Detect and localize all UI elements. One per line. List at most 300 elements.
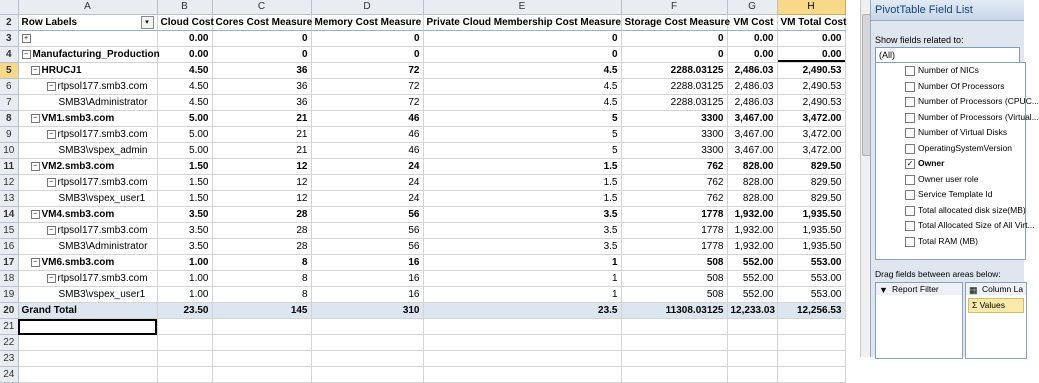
value-cell[interactable]: 21 bbox=[212, 111, 311, 127]
collapse-button[interactable]: − bbox=[31, 162, 40, 171]
grand-total-value[interactable]: 310 bbox=[311, 303, 423, 319]
value-cell[interactable]: 3300 bbox=[621, 127, 727, 143]
value-cell[interactable]: 4.50 bbox=[157, 79, 212, 95]
empty-cell[interactable] bbox=[777, 335, 845, 351]
value-cell[interactable]: 553.00 bbox=[777, 271, 845, 287]
value-cell[interactable]: 0.00 bbox=[727, 47, 777, 63]
field-checkbox[interactable]: ✓ bbox=[906, 159, 914, 168]
row-label-cell[interactable] bbox=[18, 271, 157, 287]
field-label: Service Template Id bbox=[918, 189, 993, 199]
empty-cell[interactable] bbox=[157, 335, 212, 351]
grand-total-label[interactable]: Grand Total bbox=[18, 303, 157, 319]
table-row bbox=[0, 271, 845, 287]
value-cell[interactable]: 0.00 bbox=[777, 47, 845, 63]
value-cell[interactable]: 3300 bbox=[621, 111, 727, 127]
column-header-b[interactable]: B bbox=[157, 0, 212, 15]
row-label-cell[interactable] bbox=[18, 191, 157, 207]
value-cell[interactable]: 1.00 bbox=[157, 287, 212, 303]
empty-cell[interactable] bbox=[212, 335, 311, 351]
value-cell[interactable]: 1.5 bbox=[423, 191, 621, 207]
header-cell[interactable] bbox=[212, 15, 311, 31]
row-number[interactable]: 17 bbox=[0, 255, 18, 271]
report-filter-label: Report Filter bbox=[892, 284, 939, 294]
collapse-button[interactable]: − bbox=[47, 82, 56, 91]
value-cell[interactable]: 828.00 bbox=[727, 175, 777, 191]
column-header-g[interactable]: G bbox=[727, 0, 777, 15]
field-item[interactable] bbox=[876, 172, 1025, 188]
empty-cell[interactable] bbox=[311, 367, 423, 383]
header-cell[interactable] bbox=[777, 15, 845, 31]
value-cell[interactable]: 28 bbox=[212, 239, 311, 255]
value-cell[interactable]: 1778 bbox=[621, 239, 727, 255]
field-checkbox[interactable] bbox=[905, 190, 915, 200]
table-row bbox=[0, 95, 845, 111]
field-item[interactable] bbox=[876, 156, 1025, 172]
column-header-h[interactable]: H bbox=[777, 0, 845, 15]
value-cell[interactable]: 0.00 bbox=[157, 31, 212, 47]
value-cell[interactable]: 5 bbox=[423, 143, 621, 159]
table-row bbox=[0, 159, 845, 175]
row-number[interactable]: 2 bbox=[0, 15, 18, 31]
table-row bbox=[0, 47, 845, 63]
value-cell[interactable]: 2,486.03 bbox=[727, 63, 777, 79]
value-cell[interactable]: 12 bbox=[212, 159, 311, 175]
value-cell[interactable]: 3.50 bbox=[157, 207, 212, 223]
value-cell[interactable]: 762 bbox=[621, 159, 727, 175]
value-cell[interactable]: 1.50 bbox=[157, 159, 212, 175]
value-cell[interactable]: 5.00 bbox=[157, 143, 212, 159]
value-cell[interactable]: 552.00 bbox=[727, 287, 777, 303]
expand-button[interactable]: + bbox=[22, 34, 31, 43]
column-header-e[interactable]: E bbox=[423, 0, 621, 15]
empty-cell[interactable] bbox=[727, 335, 777, 351]
table-row bbox=[0, 239, 845, 255]
value-cell[interactable]: 46 bbox=[311, 111, 423, 127]
column-headers bbox=[0, 0, 845, 15]
value-cell[interactable]: 0 bbox=[423, 47, 621, 63]
collapse-button[interactable]: − bbox=[47, 130, 56, 139]
field-checkbox[interactable] bbox=[905, 128, 915, 138]
table-row bbox=[0, 63, 845, 79]
value-cell[interactable]: 2288.03125 bbox=[621, 95, 727, 111]
value-cell[interactable]: 4.50 bbox=[157, 63, 212, 79]
empty-cell[interactable] bbox=[423, 319, 621, 335]
value-cell[interactable]: 3,472.00 bbox=[777, 143, 845, 159]
value-cell[interactable]: 1,935.50 bbox=[777, 223, 845, 239]
value-cell[interactable]: 3.5 bbox=[423, 207, 621, 223]
row-label-cell[interactable] bbox=[18, 223, 157, 239]
row-number[interactable]: 16 bbox=[0, 239, 18, 255]
row-number[interactable]: 15 bbox=[0, 223, 18, 239]
column-header-a[interactable]: A bbox=[18, 0, 157, 15]
row-label: SMB3\Administrator bbox=[58, 97, 148, 108]
grand-total-value[interactable]: 23.50 bbox=[157, 303, 212, 319]
value-cell[interactable]: 56 bbox=[311, 207, 423, 223]
value-cell[interactable]: 0 bbox=[621, 31, 727, 47]
empty-cell[interactable] bbox=[777, 319, 845, 335]
value-cell[interactable]: 56 bbox=[311, 239, 423, 255]
value-cell[interactable]: 8 bbox=[212, 255, 311, 271]
value-cell[interactable]: 28 bbox=[212, 223, 311, 239]
empty-cell[interactable] bbox=[157, 351, 212, 367]
collapse-button[interactable]: − bbox=[47, 226, 56, 235]
empty-cell[interactable] bbox=[777, 367, 845, 383]
column-header-d[interactable]: D bbox=[311, 0, 423, 15]
header-label: Storage Cost Measure bbox=[624, 17, 731, 28]
value-cell[interactable]: 3,472.00 bbox=[777, 111, 845, 127]
row-label-cell[interactable] bbox=[18, 143, 157, 159]
row-label: VM6.smb3.com bbox=[41, 257, 115, 268]
column-header-c[interactable]: C bbox=[212, 0, 311, 15]
field-areas bbox=[875, 282, 1024, 357]
value-cell[interactable]: 829.50 bbox=[777, 159, 845, 175]
header-cell[interactable] bbox=[621, 15, 731, 31]
row-label: SMB3\vspex_user1 bbox=[58, 193, 146, 204]
collapse-button[interactable]: − bbox=[31, 258, 40, 267]
value-cell[interactable]: 552.00 bbox=[727, 255, 777, 271]
value-cell[interactable]: 829.50 bbox=[777, 175, 845, 191]
value-cell[interactable]: 762 bbox=[621, 191, 727, 207]
row-number[interactable]: 3 bbox=[0, 31, 18, 47]
value-cell[interactable]: 3,467.00 bbox=[727, 143, 777, 159]
value-cell[interactable]: 8 bbox=[212, 287, 311, 303]
value-cell[interactable]: 1.5 bbox=[423, 159, 621, 175]
select-all-corner[interactable] bbox=[0, 0, 18, 15]
value-cell[interactable]: 3,467.00 bbox=[727, 127, 777, 143]
value-cell[interactable]: 1 bbox=[423, 271, 621, 287]
row-number[interactable]: 14 bbox=[0, 207, 18, 223]
field-item[interactable] bbox=[876, 94, 1039, 110]
row-number[interactable]: 21 bbox=[0, 319, 18, 335]
value-cell[interactable]: 508 bbox=[621, 287, 727, 303]
value-cell[interactable]: 5.00 bbox=[157, 111, 212, 127]
empty-cell[interactable] bbox=[18, 351, 157, 367]
field-item[interactable] bbox=[876, 79, 1025, 95]
row-label-cell[interactable] bbox=[18, 175, 157, 191]
empty-cell[interactable] bbox=[727, 319, 777, 335]
row-number[interactable]: 5 bbox=[0, 63, 18, 79]
value-cell[interactable]: 828.00 bbox=[727, 159, 777, 175]
value-cell[interactable]: 21 bbox=[212, 127, 311, 143]
value-cell[interactable]: 3,467.00 bbox=[727, 111, 777, 127]
header-cell[interactable] bbox=[727, 15, 777, 31]
table-row bbox=[0, 223, 845, 239]
row-number[interactable]: 18 bbox=[0, 271, 18, 287]
value-cell[interactable]: 12 bbox=[212, 175, 311, 191]
empty-cell[interactable] bbox=[157, 367, 212, 383]
value-cell[interactable]: 2288.03125 bbox=[621, 63, 727, 79]
value-cell[interactable]: 0.00 bbox=[727, 31, 777, 47]
row-number[interactable]: 19 bbox=[0, 287, 18, 303]
value-cell[interactable]: 1 bbox=[423, 255, 621, 271]
field-label: Number of Processors (CPUC... bbox=[918, 96, 1039, 106]
value-cell[interactable]: 1 bbox=[423, 287, 621, 303]
related-fields-dropdown[interactable]: (All) bbox=[875, 47, 1020, 63]
row-number[interactable]: 23 bbox=[0, 351, 18, 367]
collapse-button[interactable]: − bbox=[47, 178, 56, 187]
header-label: VM Cost bbox=[733, 17, 774, 28]
header-label: Cores Cost Measure bbox=[215, 17, 313, 28]
field-label: Owner bbox=[918, 158, 945, 168]
collapse-button[interactable]: − bbox=[22, 50, 31, 59]
empty-cell[interactable] bbox=[727, 367, 777, 383]
row-label-cell[interactable] bbox=[18, 95, 157, 111]
header-cell[interactable] bbox=[18, 15, 157, 31]
empty-cell[interactable] bbox=[777, 351, 845, 367]
value-cell[interactable]: 2288.03125 bbox=[621, 79, 727, 95]
empty-cell[interactable] bbox=[621, 367, 727, 383]
field-item[interactable] bbox=[876, 141, 1025, 157]
row-number[interactable]: 7 bbox=[0, 95, 18, 111]
value-cell[interactable]: 16 bbox=[311, 255, 423, 271]
value-cell[interactable]: 1,932.00 bbox=[727, 239, 777, 255]
value-cell[interactable]: 4.5 bbox=[423, 63, 621, 79]
empty-cell[interactable] bbox=[311, 351, 423, 367]
table-row bbox=[0, 79, 845, 95]
value-cell[interactable]: 36 bbox=[212, 79, 311, 95]
row-number[interactable]: 13 bbox=[0, 191, 18, 207]
value-cell[interactable]: 24 bbox=[311, 175, 423, 191]
value-cell[interactable]: 2,486.03 bbox=[727, 79, 777, 95]
table-row bbox=[0, 31, 845, 47]
row-label: SMB3\Administrator bbox=[58, 241, 148, 252]
value-cell[interactable]: 508 bbox=[621, 271, 727, 287]
value-cell[interactable]: 0 bbox=[212, 47, 311, 63]
report-filter-area[interactable] bbox=[875, 282, 963, 359]
empty-cell[interactable] bbox=[621, 335, 727, 351]
value-cell[interactable]: 3.5 bbox=[423, 239, 621, 255]
field-item[interactable] bbox=[876, 234, 1025, 250]
row-label-cell[interactable] bbox=[18, 255, 157, 271]
grand-total-value[interactable]: 145 bbox=[212, 303, 311, 319]
value-cell[interactable]: 1778 bbox=[621, 223, 727, 239]
empty-cell[interactable] bbox=[212, 351, 311, 367]
row-label-cell[interactable] bbox=[18, 111, 157, 127]
value-cell[interactable]: 1.50 bbox=[157, 175, 212, 191]
value-cell[interactable]: 0 bbox=[423, 31, 621, 47]
empty-cell[interactable] bbox=[621, 351, 727, 367]
empty-cell[interactable] bbox=[423, 335, 621, 351]
field-item[interactable] bbox=[876, 218, 1035, 234]
row-label-cell[interactable] bbox=[18, 207, 157, 223]
value-cell[interactable]: 2,486.03 bbox=[727, 95, 777, 111]
value-cell[interactable]: 3.50 bbox=[157, 223, 212, 239]
row-label: Manufacturing_Production bbox=[32, 49, 160, 60]
value-cell[interactable]: 3300 bbox=[621, 143, 727, 159]
value-cell[interactable]: 508 bbox=[621, 255, 727, 271]
value-cell[interactable]: 36 bbox=[212, 63, 311, 79]
empty-cell[interactable] bbox=[18, 367, 157, 383]
grand-total-value[interactable]: 12,256.53 bbox=[777, 303, 845, 319]
empty-row bbox=[0, 319, 845, 335]
collapse-button[interactable]: − bbox=[31, 210, 40, 219]
empty-cell[interactable] bbox=[621, 319, 727, 335]
value-cell[interactable]: 1.00 bbox=[157, 255, 212, 271]
field-label: Number of NICs bbox=[918, 65, 979, 75]
value-cell[interactable]: 0 bbox=[212, 31, 311, 47]
value-cell[interactable]: 0.00 bbox=[777, 31, 845, 47]
field-label: OperatingSystemVersion bbox=[918, 142, 1013, 153]
column-header-f[interactable]: F bbox=[621, 0, 727, 15]
collapse-button[interactable]: − bbox=[47, 274, 56, 283]
value-cell[interactable]: 1,935.50 bbox=[777, 239, 845, 255]
row-number[interactable]: 10 bbox=[0, 143, 18, 159]
field-label: Owner user role bbox=[918, 173, 979, 184]
value-cell[interactable]: 2,490.53 bbox=[777, 63, 845, 79]
column-labels-label: Column La bbox=[982, 284, 1024, 294]
columns-icon: ▦ bbox=[969, 285, 978, 295]
field-checkbox[interactable] bbox=[905, 237, 915, 247]
row-number[interactable]: 22 bbox=[0, 335, 18, 351]
value-cell[interactable]: 5.00 bbox=[157, 127, 212, 143]
empty-cell[interactable] bbox=[18, 319, 157, 335]
value-cell[interactable]: 4.5 bbox=[423, 79, 621, 95]
grand-total-value[interactable]: 23.5 bbox=[423, 303, 621, 319]
value-cell[interactable]: 72 bbox=[311, 63, 423, 79]
field-list bbox=[875, 62, 1039, 260]
value-cell[interactable]: 28 bbox=[212, 207, 311, 223]
value-cell[interactable]: 24 bbox=[311, 159, 423, 175]
value-cell[interactable]: 553.00 bbox=[777, 255, 845, 271]
empty-cell[interactable] bbox=[311, 319, 423, 335]
value-cell[interactable]: 1778 bbox=[621, 207, 727, 223]
table-row bbox=[0, 255, 845, 271]
row-number[interactable]: 8 bbox=[0, 111, 18, 127]
value-cell[interactable]: 829.50 bbox=[777, 191, 845, 207]
field-item[interactable] bbox=[876, 125, 1025, 141]
grand-total-value[interactable]: 12,233.03 bbox=[727, 303, 777, 319]
empty-row bbox=[0, 351, 845, 367]
value-cell[interactable]: 1,932.00 bbox=[727, 223, 777, 239]
value-cell[interactable]: 46 bbox=[311, 143, 423, 159]
field-item[interactable] bbox=[876, 110, 1039, 126]
row-label-cell[interactable] bbox=[18, 159, 157, 175]
value-cell[interactable]: 4.5 bbox=[423, 95, 621, 111]
value-cell[interactable]: 2,490.53 bbox=[777, 95, 845, 111]
row-label: SMB3\vspex_admin bbox=[58, 145, 148, 156]
value-cell[interactable]: 1.50 bbox=[157, 191, 212, 207]
field-checkbox[interactable] bbox=[905, 206, 915, 216]
field-item[interactable] bbox=[876, 63, 1025, 79]
column-labels-area[interactable] bbox=[965, 282, 1027, 359]
row-label-cell[interactable] bbox=[18, 63, 157, 79]
value-cell[interactable]: 762 bbox=[621, 175, 727, 191]
value-cell[interactable]: 2,490.53 bbox=[777, 79, 845, 95]
empty-cell[interactable] bbox=[423, 351, 621, 367]
header-cell[interactable] bbox=[311, 15, 423, 31]
collapse-button[interactable]: − bbox=[31, 66, 40, 75]
value-cell[interactable]: 1,932.00 bbox=[727, 207, 777, 223]
row-label-cell[interactable] bbox=[18, 79, 157, 95]
value-cell[interactable]: 3.50 bbox=[157, 239, 212, 255]
value-cell[interactable]: 3,472.00 bbox=[777, 127, 845, 143]
row-label-cell[interactable] bbox=[18, 47, 160, 63]
value-cell[interactable]: 5 bbox=[423, 127, 621, 143]
header-label: Cloud Cost bbox=[160, 17, 214, 28]
field-item[interactable] bbox=[876, 203, 1025, 219]
value-cell[interactable]: 1.00 bbox=[157, 271, 212, 287]
pivot-header-row bbox=[0, 15, 845, 31]
header-cell[interactable] bbox=[157, 15, 212, 31]
value-cell[interactable]: 21 bbox=[212, 143, 311, 159]
field-checkbox[interactable] bbox=[905, 221, 915, 231]
value-cell[interactable]: 0 bbox=[311, 31, 423, 47]
value-cell[interactable]: 24 bbox=[311, 191, 423, 207]
row-number[interactable]: 24 bbox=[0, 367, 18, 383]
row-label-cell[interactable] bbox=[18, 287, 157, 303]
value-cell[interactable]: 8 bbox=[212, 271, 311, 287]
field-label: Total allocated disk size(MB) bbox=[918, 204, 1026, 215]
empty-cell[interactable] bbox=[18, 335, 157, 351]
field-checkbox[interactable] bbox=[905, 97, 915, 107]
value-cell[interactable]: 1.5 bbox=[423, 175, 621, 191]
value-cell[interactable]: 4.50 bbox=[157, 95, 212, 111]
value-cell[interactable]: 0.00 bbox=[157, 47, 212, 63]
value-cell[interactable]: 12 bbox=[212, 191, 311, 207]
field-checkbox[interactable] bbox=[905, 144, 915, 154]
value-cell[interactable]: 5 bbox=[423, 111, 621, 127]
field-checkbox[interactable] bbox=[905, 175, 915, 185]
field-item[interactable] bbox=[876, 187, 1025, 203]
row-number[interactable]: 6 bbox=[0, 79, 18, 95]
empty-cell[interactable] bbox=[157, 319, 212, 335]
values-field-item[interactable] bbox=[968, 298, 1024, 313]
field-checkbox[interactable] bbox=[905, 82, 915, 92]
value-cell[interactable]: 1,935.50 bbox=[777, 207, 845, 223]
field-checkbox[interactable] bbox=[905, 113, 915, 123]
table-row bbox=[0, 207, 845, 223]
empty-cell[interactable] bbox=[311, 335, 423, 351]
row-label-cell[interactable] bbox=[18, 31, 157, 47]
value-cell[interactable]: 36 bbox=[212, 95, 311, 111]
row-label: rtpsol177.smb3.com bbox=[57, 129, 148, 140]
field-label: Number Of Processors bbox=[918, 80, 1005, 91]
row-number[interactable]: 20 bbox=[0, 303, 18, 319]
value-cell[interactable]: 553.00 bbox=[777, 287, 845, 303]
row-label-cell[interactable] bbox=[18, 239, 157, 255]
grand-total-value[interactable]: 11308.03125 bbox=[621, 303, 727, 319]
value-cell[interactable]: 0 bbox=[621, 47, 727, 63]
value-cell[interactable]: 16 bbox=[311, 271, 423, 287]
value-cell[interactable]: 552.00 bbox=[727, 271, 777, 287]
value-cell[interactable]: 828.00 bbox=[727, 191, 777, 207]
empty-row bbox=[0, 367, 845, 383]
field-label: Total RAM (MB) bbox=[918, 235, 978, 246]
value-cell[interactable]: 56 bbox=[311, 223, 423, 239]
row-number[interactable]: 4 bbox=[0, 47, 18, 63]
value-cell[interactable]: 3.5 bbox=[423, 223, 621, 239]
value-cell[interactable]: 72 bbox=[311, 95, 423, 111]
value-cell[interactable]: 16 bbox=[311, 287, 423, 303]
row-number[interactable]: 9 bbox=[0, 127, 18, 143]
value-cell[interactable]: 0 bbox=[311, 47, 423, 63]
filter-icon: ▼ bbox=[879, 285, 888, 295]
row-labels-filter-button[interactable]: ▾ bbox=[141, 16, 154, 29]
row-number[interactable]: 11 bbox=[0, 159, 18, 175]
value-cell[interactable]: 72 bbox=[311, 79, 423, 95]
field-checkbox[interactable] bbox=[905, 66, 915, 76]
row-number[interactable]: 12 bbox=[0, 175, 18, 191]
row-label: rtpsol177.smb3.com bbox=[57, 225, 148, 236]
empty-cell[interactable] bbox=[212, 367, 311, 383]
empty-cell[interactable] bbox=[212, 319, 311, 335]
header-cell[interactable] bbox=[423, 15, 621, 31]
value-cell[interactable]: 46 bbox=[311, 127, 423, 143]
empty-cell[interactable] bbox=[423, 367, 621, 383]
collapse-button[interactable]: − bbox=[31, 114, 40, 123]
row-label-cell[interactable] bbox=[18, 127, 157, 143]
empty-cell[interactable] bbox=[727, 351, 777, 367]
